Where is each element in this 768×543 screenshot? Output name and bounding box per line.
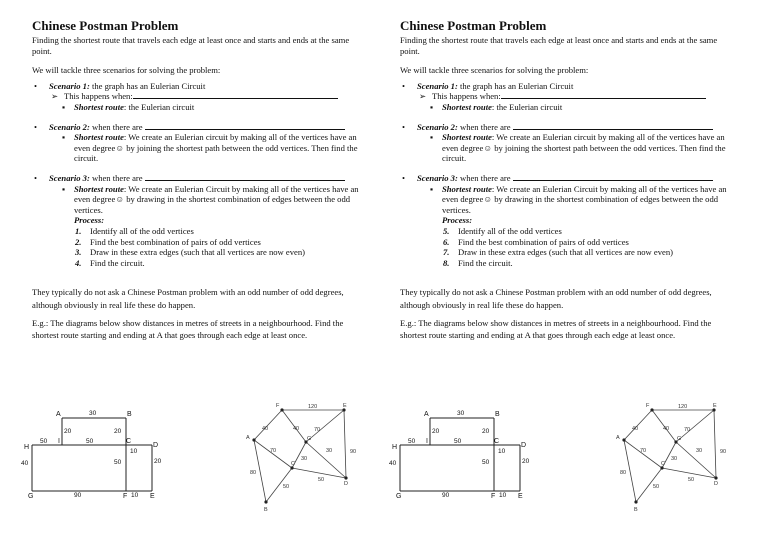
scenario-1-route: ▪ Shortest route: the Eulerian circuit — [430, 101, 563, 112]
scenario-1-label: Scenario 1: — [49, 80, 90, 91]
scenario-1: • Scenario 1: the graph has an Eulerian Circuit — [402, 80, 574, 91]
vertex-label: C — [494, 438, 500, 445]
edge-weight: 50 — [454, 438, 462, 445]
edge-weight: 30 — [671, 456, 678, 462]
arrow-bullet-icon: ➢ — [419, 91, 427, 102]
street-network-graph-right — [610, 398, 732, 516]
example-text: E.g.: The diagrams below show distances in metres of streets in a neighbourhood. Find the shortest route starting and ending at A that goes through each edge at least once. — [400, 318, 712, 341]
vertex-label: E — [343, 403, 347, 409]
vertex-label: A — [616, 435, 620, 441]
bullet-icon: • — [402, 172, 406, 183]
process-step: 8. Find the circuit. — [443, 257, 513, 268]
vertex-label: A — [246, 435, 250, 441]
edge-weight: 40 — [663, 426, 670, 432]
edge-weight: 10 — [131, 492, 139, 499]
process-heading: Process: — [442, 215, 473, 226]
edge-weight: 30 — [301, 456, 308, 462]
vertex-label: D — [714, 481, 718, 487]
vertex-label: F — [646, 403, 650, 409]
intro-text: Finding the shortest route that travels each edge at least once and starts and ends at the same point. — [400, 35, 718, 56]
edge-weight: 50 — [40, 438, 48, 445]
vertex-label: B — [264, 507, 268, 513]
vertex-label: B — [634, 507, 638, 513]
page-title: Chinese Postman Problem — [32, 18, 179, 33]
edge-weight: 20 — [432, 428, 440, 435]
edge-weight: 20 — [114, 428, 122, 435]
street-diagram-rect-right — [386, 405, 536, 500]
happens-label: This happens when: — [64, 91, 133, 102]
vertex-label: F — [491, 493, 496, 500]
edge-weight: 30 — [457, 410, 465, 417]
process-step: 2. Find the best combination of pairs of odd vertices — [75, 236, 261, 247]
vertex-label: F — [276, 403, 280, 409]
route-label: Shortest route — [74, 132, 124, 143]
vertex-label: F — [123, 493, 128, 500]
scenario-1-happens — [32, 91, 370, 102]
odd-degree-note: They typically do not ask a Chinese Postman problem with an odd number of odd degrees, although obviously in real life these do happen. — [400, 287, 712, 311]
scenario-2-text: when there are — [91, 121, 143, 132]
scenario-1-route — [32, 102, 370, 113]
scenario-3-label: Scenario 3: — [49, 172, 90, 183]
scenario-2: • Scenario 2: when there are — [400, 122, 738, 133]
bullet-icon: • — [34, 172, 38, 183]
edge-weight: 40 — [21, 460, 29, 467]
route-label: Shortest route — [74, 101, 124, 112]
route-label: Shortest route — [74, 183, 124, 194]
scenario-1-text: the graph has an Eulerian Circuit — [91, 80, 206, 91]
square-bullet-icon: ▪ — [62, 132, 66, 143]
edge-weight: 50 — [408, 438, 416, 445]
fill-blank[interactable] — [145, 173, 345, 181]
fill-blank[interactable] — [513, 122, 713, 130]
fill-blank[interactable] — [501, 91, 706, 99]
edge-weight: 30 — [326, 448, 333, 454]
edge-weight: 90 — [442, 492, 450, 499]
edge-weight: 90 — [720, 449, 727, 455]
vertex-label: G — [677, 436, 682, 442]
process-heading: Process: — [74, 215, 105, 226]
bullet-icon: • — [402, 121, 406, 132]
vertex-label: B — [495, 411, 500, 418]
odd-degree-note: They typically do not ask a Chinese Postman problem with an odd number of odd degrees, although obviously in real life these do happen. — [32, 287, 344, 311]
edge-weight: 40 — [262, 426, 269, 432]
process-step: 5. Identify all of the odd vertices — [443, 225, 562, 236]
process-step: 3. Draw in these extra edges (such that all vertices are now even) — [75, 247, 305, 258]
edge-weight: 70 — [314, 427, 321, 433]
scenario-1-happens: ➢ This happens when: — [400, 91, 738, 102]
vertex-label: G — [28, 493, 34, 500]
example-text: E.g.: The diagrams below show distances in metres of streets in a neighbourhood. Find the shortest route starting and ending at A that goes through each edge at least once. — [32, 318, 344, 341]
process-step: 1. Identify all of the odd vertices — [75, 225, 194, 236]
vertex-label: A — [424, 411, 429, 418]
process-step: 4. Find the circuit. — [75, 257, 145, 268]
route-text: : We create an Eulerian circuit by making all of the vertices have an even degree☺ by joining the shortest path between the odd vertices. Then find the circuit. — [74, 132, 358, 164]
edge-weight: 50 — [318, 477, 325, 483]
process-step: 7. Draw in these extra edges (such that all vertices are now even) — [443, 247, 673, 258]
scenario-3: • Scenario 3: when there are — [400, 173, 738, 184]
square-bullet-icon: ▪ — [430, 101, 434, 112]
scenario-2-label: Scenario 2: — [49, 121, 90, 132]
worksheet-left — [32, 18, 370, 341]
edge-weight: 10 — [498, 448, 506, 455]
vertex-label: C — [126, 438, 132, 445]
edge-weight: 40 — [632, 426, 639, 432]
street-network-graph-left — [240, 398, 362, 516]
arrow-bullet-icon: ➢ — [51, 91, 59, 102]
scenario-3-route — [32, 184, 370, 216]
vertex-label: H — [24, 444, 30, 451]
vertex-label: C — [661, 461, 665, 467]
worksheet-right — [400, 18, 738, 341]
fill-blank[interactable] — [145, 122, 345, 130]
vertex-label: H — [392, 444, 398, 451]
edge-weight: 40 — [389, 460, 397, 467]
vertex-label: E — [713, 403, 717, 409]
process-step: 6. Find the best combination of pairs of odd vertices — [443, 236, 629, 247]
scenario-3-text: when there are — [91, 172, 143, 183]
edge-weight: 30 — [696, 448, 703, 454]
scenario-2-route: ▪ Shortest route: We create an Eulerian circuit by making all of the vertices have an even degree☺ by joining the shortest path between the odd vertices. Then find the circuit. — [430, 132, 726, 164]
square-bullet-icon: ▪ — [62, 183, 66, 194]
edge-weight: 50 — [283, 484, 290, 490]
route-text: : the Eulerian circuit — [123, 101, 195, 112]
edge-weight: 120 — [308, 404, 318, 410]
bullet-icon: • — [34, 80, 38, 91]
vertex-label: D — [153, 442, 159, 449]
edge-weight: 20 — [482, 428, 490, 435]
edge-weight: 50 — [482, 459, 490, 466]
edge-weight: 70 — [270, 448, 277, 454]
bullet-icon: • — [402, 80, 406, 91]
vertex-label: E — [150, 493, 155, 500]
square-bullet-icon: ▪ — [430, 132, 434, 143]
square-bullet-icon: ▪ — [62, 101, 66, 112]
square-bullet-icon: ▪ — [430, 183, 434, 194]
edge-weight: 20 — [522, 458, 530, 465]
vertex-label: C — [291, 461, 295, 467]
fill-blank[interactable] — [513, 173, 713, 181]
intro-text: Finding the shortest route that travels each edge at least once and starts and ends at the same point. — [32, 35, 350, 56]
edge-weight: 10 — [130, 448, 138, 455]
edge-weight: 20 — [154, 458, 162, 465]
vertex-label: A — [56, 411, 61, 418]
vertex-label: G — [307, 436, 312, 442]
edge-weight: 30 — [89, 410, 97, 417]
scenario-3 — [32, 173, 370, 184]
edge-weight: 80 — [620, 470, 627, 476]
edge-weight: 20 — [64, 428, 72, 435]
scenario-1 — [32, 81, 370, 92]
tackle-text: We will tackle three scenarios for solving the problem: — [32, 65, 221, 76]
scenario-2 — [32, 122, 370, 133]
tackle-text: We will tackle three scenarios for solving the problem: — [400, 65, 589, 76]
route-text: : We create an Eulerian Circuit by making all of the vertices have an even degree☺ by drawing in the shortest combination of edges between the odd vertices. — [74, 183, 359, 215]
edge-weight: 120 — [678, 404, 688, 410]
fill-blank[interactable] — [133, 91, 338, 99]
vertex-label: B — [127, 411, 132, 418]
edge-weight: 50 — [114, 459, 122, 466]
edge-weight: 50 — [86, 438, 94, 445]
vertex-label: D — [521, 442, 527, 449]
edge-weight: 40 — [293, 426, 300, 432]
scenario-2-route — [32, 132, 370, 164]
bullet-icon: • — [34, 121, 38, 132]
street-diagram-rect-left — [18, 405, 168, 500]
edge-weight: 90 — [350, 449, 357, 455]
vertex-label: I — [426, 438, 428, 445]
edge-weight: 50 — [688, 477, 695, 483]
edge-weight: 70 — [684, 427, 691, 433]
edge-weight: 10 — [499, 492, 507, 499]
edge-weight: 50 — [653, 484, 660, 490]
vertex-label: D — [344, 481, 348, 487]
page-title: Chinese Postman Problem — [400, 18, 547, 33]
vertex-label: I — [58, 438, 60, 445]
edge-weight: 80 — [250, 470, 257, 476]
edge-weight: 90 — [74, 492, 82, 499]
vertex-label: G — [396, 493, 402, 500]
edge-weight: 70 — [640, 448, 647, 454]
vertex-label: E — [518, 493, 523, 500]
scenario-3-route: ▪ Shortest route: We create an Eulerian Circuit by making all of the vertices have an even degree☺ by drawing in the shortest combination of edges between the odd vertices. — [430, 183, 727, 215]
